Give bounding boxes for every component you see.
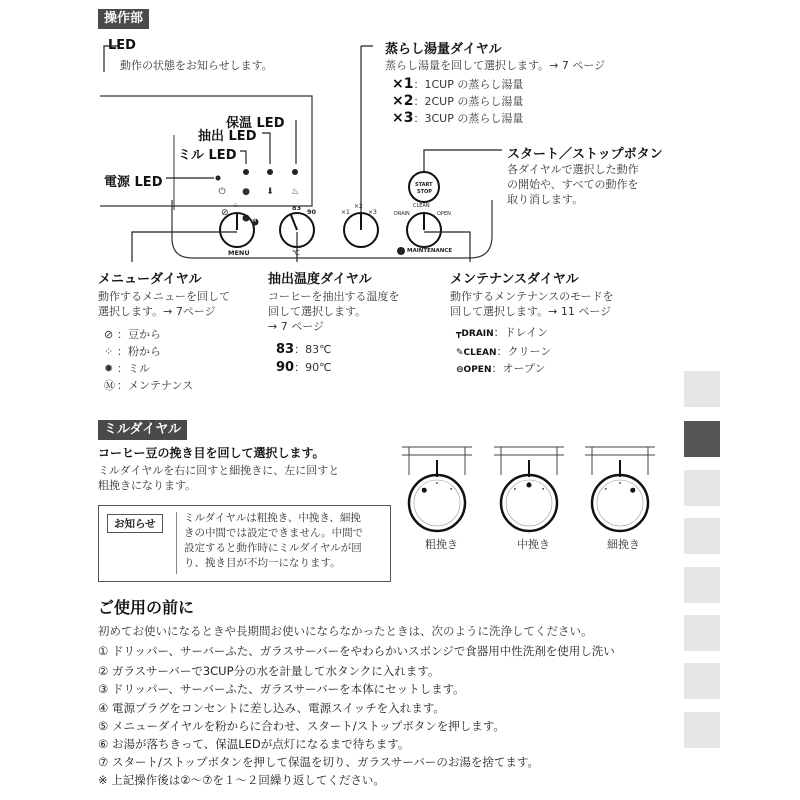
step-2: ② ガラスサーバーで3CUP分の水を計量して水タンクに入れます。	[98, 664, 440, 679]
menu-dial-title: メニューダイヤル	[98, 272, 202, 287]
notice-line-2: きの中間では設定できません。中間で	[184, 527, 364, 539]
step-6: ⑥ お湯が落ちきって、保温LEDが点灯になるまで待ちます。	[98, 737, 410, 752]
panel-open-label: OPEN	[437, 211, 451, 217]
mill-icon: ✹	[104, 362, 114, 375]
side-tab-7	[684, 663, 720, 699]
open-icon: ⊖	[456, 365, 464, 375]
svg-text:●: ●	[242, 187, 250, 197]
notice-label: お知らせ	[107, 514, 163, 533]
side-tab-6	[684, 615, 720, 651]
drain-icon: ┳	[456, 329, 462, 339]
panel-m-label: M	[252, 218, 257, 224]
maint-dial-desc-2: 回して選択します。→ 11 ページ	[450, 305, 612, 318]
menu-dial-desc-1: 動作するメニューを回して	[98, 290, 230, 303]
section-header-mill: ミルダイヤル	[98, 420, 187, 440]
start-stop-title: スタート／ストップボタン	[507, 147, 663, 162]
maintenance-icon: Ⓜ	[104, 379, 115, 392]
notice-divider	[176, 512, 177, 574]
maint-option-open: ⊖OPEN：オープン	[456, 362, 546, 375]
menu-option-maintenance: Ⓜ ：メンテナンス	[104, 379, 194, 392]
notice-line-3: 設定すると動作時にミルダイヤルが回	[184, 542, 362, 554]
side-tab-1	[684, 371, 720, 407]
mill-dial-label-fine: 細挽き	[607, 538, 640, 551]
step-3: ③ ドリッパー、サーバーふた、ガラスサーバーを本体にセットします。	[98, 682, 465, 697]
start-stop-desc-2: の開始や、すべての動作を	[507, 178, 639, 191]
mill-dial	[494, 447, 564, 531]
power-led-label: 電源 LED	[104, 175, 163, 190]
svg-text:⊘: ⊘	[221, 208, 229, 218]
mill-dial	[585, 447, 655, 531]
menu-option-mill: ✹ ：ミル	[104, 362, 150, 375]
svg-text:⁘: ⁘	[232, 201, 239, 210]
temp-dial-desc-2: 回して選択します。	[268, 305, 367, 318]
section-header-controls: 操作部	[98, 9, 149, 29]
maint-option-clean: ✎CLEAN：クリーン	[456, 345, 552, 358]
temp-dial-title: 抽出温度ダイヤル	[268, 272, 372, 287]
side-tab-4	[684, 518, 720, 554]
menu-option-powder: ⁘ ：粉から	[104, 345, 161, 358]
before-use-intro: 初めてお使いになるときや長期間お使いにならなかったときは、次のように洗浄してください。	[98, 624, 593, 638]
side-tab-2	[684, 421, 720, 457]
panel-clean-label: CLEAN	[413, 203, 430, 209]
extract-led-label: 抽出 LED	[198, 129, 257, 144]
step-1: ① ドリッパー、サーバーふた、ガラスサーバーをやわらかいスポンジで食器用中性洗剤を使用し洗い	[98, 644, 615, 658]
steam-dial-desc: 蒸らし湯量を回して選択します。→ 7 ページ	[385, 59, 606, 72]
menu-option-beans: ⊘ ：豆から	[104, 328, 161, 341]
before-use-steps	[98, 642, 688, 790]
step-5: ⑤ メニューダイヤルを粉からに合わせ、スタート/ストップボタンを押します。	[98, 718, 505, 733]
steam-option-3: ×3：3CUP の蒸らし湯量	[392, 110, 524, 126]
notice-line-1: ミルダイヤルは粗挽き、中挽き、細挽	[184, 512, 361, 524]
svg-text:⬇: ⬇	[266, 187, 274, 197]
mill-desc-2: 粗挽きになります。	[98, 479, 197, 492]
side-tab-3	[684, 470, 720, 506]
panel-stop-label: STOP	[417, 189, 432, 195]
notice-line-4: り、挽き目が不均一になります。	[184, 557, 341, 569]
side-tab-5	[684, 567, 720, 603]
maint-option-drain: ┳DRAIN：ドレイン	[456, 326, 549, 339]
temp-dial-desc-1: コーヒーを抽出する温度を	[268, 290, 400, 303]
step-7: ⑦ スタート/ストップボタンを押して保温を切り、ガラスサーバーのお湯を捨てます。	[98, 755, 539, 770]
steam-option-1: ×1：1CUP の蒸らし湯量	[392, 76, 524, 92]
step-note: ※ 上記操作後は②〜⑦を１〜２回繰り返してください。	[98, 773, 385, 788]
panel-x2-label: ×2	[354, 203, 363, 210]
led-title-text: LED	[108, 38, 136, 53]
temp-dial-desc-3: → 7 ページ	[268, 320, 324, 333]
svg-text:⏻: ⏻	[218, 187, 226, 197]
maint-dial-desc-1: 動作するメンテナンスのモードを	[450, 290, 614, 303]
start-stop-desc-1: 各ダイヤルで選択した動作	[507, 163, 639, 176]
panel-menu-label: MENU	[228, 249, 250, 257]
mill-dial	[402, 447, 472, 531]
panel-90-label: 90	[307, 208, 317, 216]
mill-dial-label-medium: 中挽き	[517, 538, 550, 551]
beans-icon: ⊘	[104, 328, 114, 341]
svg-text:♨: ♨	[290, 187, 300, 197]
panel-celsius-label: ℃	[292, 249, 300, 257]
panel-maintenance-label: MAINTENANCE	[407, 248, 453, 254]
keep-warm-led-label: 保温 LED	[226, 116, 285, 131]
steam-dial-title: 蒸らし湯量ダイヤル	[385, 42, 502, 57]
mill-title: コーヒー豆の挽き目を回して選択します。	[98, 446, 325, 460]
panel-x1-label: ×1	[341, 209, 350, 216]
led-desc: 動作の状態をお知らせします。	[120, 59, 273, 72]
panel-drain-label: DRAIN	[394, 211, 410, 217]
mill-dial-label-coarse: 粗挽き	[425, 538, 458, 551]
start-stop-desc-3: 取り消します。	[507, 193, 584, 206]
mill-led-label: ミル LED	[178, 148, 237, 163]
menu-dial-desc-2: 選択します。→ 7ページ	[98, 305, 216, 318]
mill-desc-1: ミルダイヤルを右に回すと細挽きに、左に回すと	[98, 464, 340, 477]
panel-x3-label: ×3	[368, 209, 377, 216]
before-use-title: ご使用の前に	[98, 598, 195, 617]
side-tab-8	[684, 712, 720, 748]
temp-option-90: 90：90℃	[276, 360, 332, 375]
temp-option-83: 83：83℃	[276, 342, 332, 357]
panel-start-label: START	[415, 182, 433, 188]
clean-icon: ✎	[456, 348, 464, 358]
steam-option-2: ×2：2CUP の蒸らし湯量	[392, 93, 524, 109]
panel-83-label: 83	[292, 204, 302, 212]
step-4: ④ 電源プラグをコンセントに差し込み、電源スイッチを入れます。	[98, 700, 445, 715]
powder-icon: ⁘	[104, 345, 114, 358]
maint-dial-title: メンテナンスダイヤル	[450, 272, 579, 287]
